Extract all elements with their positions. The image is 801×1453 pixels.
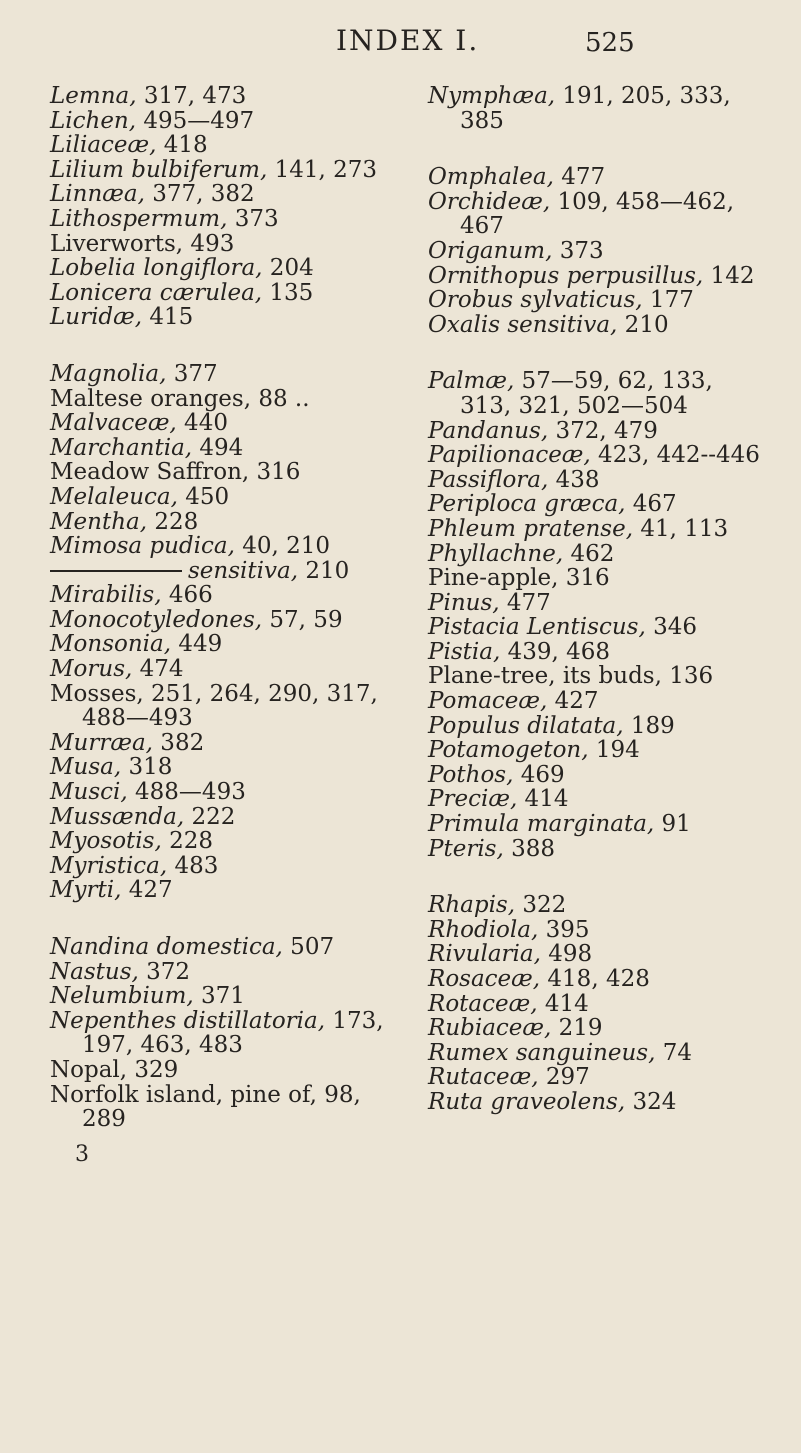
entry-name: Preciæ, bbox=[428, 786, 518, 813]
entry-page-refs: 88 .. bbox=[251, 385, 310, 412]
entry-name: Nandina domestica, bbox=[50, 934, 283, 960]
index-entry bbox=[50, 583, 450, 608]
index-letter-group bbox=[428, 165, 801, 337]
entry-name: Oxalis sensitiva, bbox=[428, 311, 618, 338]
entry-name: Lithospermum, bbox=[50, 205, 228, 232]
index-entry bbox=[50, 854, 450, 879]
index-entry bbox=[50, 780, 450, 805]
signature-mark: 3 bbox=[75, 1142, 89, 1167]
entry-page-refs: 477 bbox=[553, 164, 606, 191]
entry-page-refs: 324 bbox=[625, 1088, 677, 1115]
index-entry-continuation bbox=[428, 394, 801, 419]
entry-page-refs: 494 bbox=[192, 434, 244, 461]
entry-page-refs: 415 bbox=[142, 304, 194, 331]
entry-name: Malvaceæ, bbox=[50, 410, 177, 437]
entry-page-refs: 440 bbox=[176, 410, 228, 437]
index-entry bbox=[428, 738, 801, 763]
entry-page-refs: 395 bbox=[538, 916, 590, 943]
index-entry bbox=[428, 837, 801, 862]
index-entry bbox=[50, 657, 450, 682]
entry-name: Maltese oranges, bbox=[50, 385, 252, 412]
entry-page-refs: 427 bbox=[547, 688, 599, 715]
entry-page-refs: 388 bbox=[503, 835, 556, 862]
entry-name: sensitiva, bbox=[188, 557, 299, 584]
entry-page-refs: 297 bbox=[538, 1064, 590, 1091]
index-entry bbox=[428, 640, 801, 665]
entry-name: Rivularia, bbox=[428, 941, 541, 968]
entry-page-refs: 40, 210 bbox=[234, 533, 331, 560]
index-letter-group bbox=[50, 362, 450, 903]
index-letter-group bbox=[428, 893, 801, 1114]
entry-name: Liverworts, bbox=[50, 230, 184, 257]
entry-page-refs: 41, 113 bbox=[633, 515, 729, 542]
index-entry bbox=[50, 559, 450, 584]
entry-page-refs: 109, 458—462, bbox=[550, 188, 735, 215]
index-letter-group bbox=[50, 935, 450, 1132]
entry-name: Myosotis, bbox=[50, 828, 162, 855]
entry-page-refs: 483 bbox=[167, 852, 219, 879]
entry-name: Mimosa pudica, bbox=[50, 533, 235, 560]
entry-page-refs: 427 bbox=[121, 877, 173, 904]
index-letter-group bbox=[428, 369, 801, 861]
entry-name: Ruta graveolens, bbox=[428, 1088, 626, 1115]
entry-name: Nopal, bbox=[50, 1056, 128, 1083]
entry-name: Mentha, bbox=[50, 508, 148, 535]
entry-page-refs: 322 bbox=[515, 892, 567, 919]
index-entry bbox=[428, 190, 801, 215]
page-header bbox=[0, 18, 801, 66]
index-entry bbox=[50, 984, 450, 1009]
entry-name: Luridæ, bbox=[50, 304, 143, 331]
entry-name: Rhodiola, bbox=[428, 916, 539, 943]
index-entry bbox=[428, 992, 801, 1017]
entry-name: Primula marginata, bbox=[428, 811, 655, 838]
index-letter-group bbox=[50, 84, 450, 330]
index-entry bbox=[428, 967, 801, 992]
index-entry bbox=[50, 207, 450, 232]
index-entry bbox=[50, 632, 450, 657]
entry-page-refs: 173, bbox=[325, 1007, 384, 1034]
entry-name: Melaleuca, bbox=[50, 483, 178, 510]
entry-page-refs: 377 bbox=[166, 360, 218, 387]
entry-page-refs: 210 bbox=[298, 557, 350, 584]
index-entry bbox=[50, 878, 450, 903]
entry-page-refs: 313, 321, 502—504 bbox=[460, 392, 688, 419]
entry-page-refs: 372 bbox=[138, 958, 191, 985]
right-index-column bbox=[428, 84, 801, 1147]
entry-name: Pistacia Lentiscus, bbox=[428, 614, 646, 641]
entry-page-refs: 135 bbox=[262, 279, 314, 306]
entry-name: Nastus, bbox=[50, 958, 139, 985]
entry-name: Orobus sylvaticus, bbox=[428, 287, 643, 314]
entry-page-refs: 423, 442--446 bbox=[590, 442, 760, 469]
entry-page-refs: 228 bbox=[161, 828, 213, 855]
entry-page-refs: 329 bbox=[127, 1056, 179, 1083]
index-entry bbox=[428, 369, 801, 394]
entry-page-refs: 382 bbox=[153, 729, 205, 756]
entry-page-refs: 371 bbox=[193, 983, 245, 1010]
entry-page-refs: 377, 382 bbox=[144, 181, 255, 208]
entry-name: Monocotyledones, bbox=[50, 606, 263, 633]
entry-name: Musci, bbox=[50, 779, 128, 806]
index-entry bbox=[428, 1016, 801, 1041]
index-entry bbox=[428, 468, 801, 493]
index-entry bbox=[50, 133, 450, 158]
index-entry-continuation bbox=[428, 109, 801, 134]
entry-page-refs: 210 bbox=[617, 311, 669, 338]
entry-name: Rosaceæ, bbox=[428, 966, 541, 992]
index-entry bbox=[50, 485, 450, 510]
index-entry bbox=[428, 288, 801, 313]
entry-page-refs: 467 bbox=[460, 213, 504, 240]
entry-page-refs: 385 bbox=[460, 107, 504, 134]
entry-page-refs: 450 bbox=[177, 483, 230, 510]
index-entry-continuation bbox=[50, 1107, 450, 1132]
ditto-dash bbox=[50, 570, 182, 572]
entry-page-refs: 373 bbox=[227, 205, 279, 232]
entry-page-refs: 466 bbox=[161, 582, 213, 609]
index-entry bbox=[50, 935, 450, 960]
entry-page-refs: 474 bbox=[132, 656, 184, 683]
entry-name: Pothos, bbox=[428, 761, 514, 788]
entry-name: Lilium bulbiferum, bbox=[50, 156, 268, 183]
index-entry bbox=[428, 942, 801, 967]
index-entry bbox=[50, 281, 450, 306]
entry-page-refs: 346 bbox=[645, 614, 697, 641]
entry-page-refs: 219 bbox=[551, 1015, 603, 1042]
index-entry bbox=[428, 689, 801, 714]
entry-page-refs: 438 bbox=[548, 466, 600, 493]
entry-page-refs: 204 bbox=[262, 255, 314, 282]
entry-page-refs: 418 bbox=[156, 132, 208, 159]
index-entry bbox=[50, 158, 450, 183]
entry-page-refs: 493 bbox=[183, 230, 235, 257]
entry-name: Pandanus, bbox=[428, 417, 549, 444]
entry-page-refs: 289 bbox=[82, 1106, 126, 1133]
entry-page-refs: 373 bbox=[552, 237, 604, 264]
entry-page-refs: 488—493 bbox=[82, 705, 193, 732]
entry-page-refs: 414 bbox=[537, 990, 589, 1017]
entry-name: Nepenthes distillatoria, bbox=[50, 1007, 326, 1034]
entry-page-refs: 222 bbox=[184, 803, 236, 830]
index-entry bbox=[50, 534, 450, 559]
index-entry bbox=[428, 566, 801, 591]
entry-name: Origanum, bbox=[428, 237, 553, 264]
index-entry bbox=[50, 805, 450, 830]
entry-page-refs: 142 bbox=[703, 262, 755, 289]
entry-page-refs: 488—493 bbox=[127, 779, 246, 806]
entry-name: Meadow Saffron, bbox=[50, 459, 250, 486]
index-entry bbox=[428, 615, 801, 640]
entry-page-refs: 318 bbox=[121, 754, 173, 781]
entry-page-refs: 495—497 bbox=[136, 107, 255, 134]
index-entry bbox=[428, 812, 801, 837]
index-entry-continuation bbox=[50, 1033, 450, 1058]
entry-page-refs: 98, bbox=[316, 1081, 361, 1108]
index-entry bbox=[428, 84, 801, 109]
index-entry bbox=[50, 1058, 450, 1083]
entry-name: Musa, bbox=[50, 754, 122, 781]
index-entry bbox=[50, 460, 450, 485]
index-entry bbox=[50, 84, 450, 109]
entry-name: Nymphæa, bbox=[428, 83, 556, 109]
entry-page-refs: 498 bbox=[540, 941, 593, 968]
index-entry bbox=[50, 960, 450, 985]
index-entry bbox=[50, 829, 450, 854]
index-entry bbox=[428, 517, 801, 542]
entry-page-refs: 467 bbox=[625, 491, 677, 518]
entry-name: Mussænda, bbox=[50, 803, 185, 830]
index-entry bbox=[50, 232, 450, 257]
entry-name: Phyllachne, bbox=[428, 540, 564, 567]
entry-page-refs: 462 bbox=[563, 540, 615, 567]
entry-name: Myrti, bbox=[50, 877, 122, 904]
index-entry bbox=[428, 542, 801, 567]
index-entry bbox=[50, 755, 450, 780]
entry-page-refs: 57, 59 bbox=[262, 606, 343, 633]
entry-name: Lemna, bbox=[50, 83, 137, 109]
index-entry bbox=[50, 436, 450, 461]
entry-name: Rutaceæ, bbox=[428, 1064, 539, 1091]
entry-name: Orchideæ, bbox=[428, 188, 551, 215]
entry-page-refs: 194 bbox=[588, 737, 640, 764]
entry-page-refs: 469 bbox=[513, 761, 565, 788]
entry-page-refs: 418, 428 bbox=[540, 966, 650, 992]
index-entry bbox=[50, 256, 450, 281]
entry-name: Phleum pratense, bbox=[428, 515, 634, 542]
index-entry bbox=[428, 664, 801, 689]
index-entry bbox=[428, 763, 801, 788]
entry-page-refs: 57—59, 62, 133, bbox=[514, 368, 713, 395]
index-entry bbox=[428, 787, 801, 812]
index-entry bbox=[428, 1041, 801, 1066]
entry-name: Plane-tree, its buds, bbox=[428, 663, 662, 690]
entry-name: Lichen, bbox=[50, 107, 137, 134]
entry-page-refs: 317, 473 bbox=[136, 83, 247, 109]
entry-page-refs: 316 bbox=[558, 565, 610, 592]
entry-name: Pomaceæ, bbox=[428, 688, 548, 715]
entry-name: Marchantia, bbox=[50, 434, 193, 461]
entry-name: Rubiaceæ, bbox=[428, 1015, 552, 1042]
entry-page-refs: 439, 468 bbox=[500, 638, 610, 665]
entry-page-refs: 177 bbox=[642, 287, 694, 314]
index-entry bbox=[428, 264, 801, 289]
entry-name: Pistia, bbox=[428, 638, 501, 665]
entry-name: Monsonia, bbox=[50, 631, 172, 658]
entry-page-refs: 414 bbox=[517, 786, 569, 813]
index-entry bbox=[50, 182, 450, 207]
page-number: 525 bbox=[585, 28, 635, 58]
entry-page-refs: 251, 264, 290, 317, bbox=[143, 680, 378, 707]
left-index-column bbox=[50, 84, 450, 1164]
entry-name: Passiflora, bbox=[428, 466, 549, 493]
index-entry bbox=[50, 608, 450, 633]
entry-page-refs: 91 bbox=[654, 811, 691, 838]
entry-name: Mosses, bbox=[50, 680, 144, 707]
index-entry bbox=[428, 714, 801, 739]
entry-name: Palmæ, bbox=[428, 368, 515, 395]
entry-name: Linnæa, bbox=[50, 181, 145, 208]
entry-page-refs: 477 bbox=[499, 589, 551, 616]
index-entry bbox=[428, 419, 801, 444]
page-title: INDEX I. bbox=[336, 24, 480, 57]
index-entry bbox=[50, 510, 450, 535]
entry-page-refs: 372, 479 bbox=[548, 417, 658, 444]
index-entry bbox=[428, 443, 801, 468]
entry-name: Lonicera cærulea, bbox=[50, 279, 263, 306]
entry-page-refs: 316 bbox=[249, 459, 301, 486]
entry-name: Pine-apple, bbox=[428, 565, 559, 592]
entry-name: Periploca græca, bbox=[428, 491, 626, 518]
entry-name: Mirabilis, bbox=[50, 582, 162, 609]
index-entry bbox=[50, 109, 450, 134]
index-entry bbox=[428, 1065, 801, 1090]
entry-page-refs: 191, 205, 333, bbox=[555, 83, 731, 109]
entry-name: Pinus, bbox=[428, 589, 500, 616]
index-entry bbox=[428, 492, 801, 517]
index-entry bbox=[50, 362, 450, 387]
entry-page-refs: 189 bbox=[623, 712, 675, 739]
entry-name: Papilionaceæ, bbox=[428, 442, 591, 469]
index-entry bbox=[428, 918, 801, 943]
entry-name: Murræa, bbox=[50, 729, 153, 756]
entry-name: Rumex sanguineus, bbox=[428, 1039, 656, 1066]
index-entry bbox=[428, 239, 801, 264]
index-entry bbox=[50, 1083, 450, 1108]
index-entry bbox=[50, 1009, 450, 1034]
entry-name: Lobelia longiflora, bbox=[50, 255, 263, 282]
entry-name: Nelumbium, bbox=[50, 983, 194, 1010]
entry-name: Omphalea, bbox=[428, 164, 554, 191]
index-entry bbox=[428, 165, 801, 190]
entry-page-refs: 507 bbox=[282, 934, 335, 960]
index-entry bbox=[50, 305, 450, 330]
entry-name: Magnolia, bbox=[50, 360, 167, 387]
entry-name: Myristica, bbox=[50, 852, 168, 879]
entry-page-refs: 449 bbox=[171, 631, 223, 658]
index-entry bbox=[428, 893, 801, 918]
entry-name: Pteris, bbox=[428, 835, 504, 862]
entry-page-refs: 136 bbox=[661, 663, 714, 690]
index-entry bbox=[50, 411, 450, 436]
entry-name: Ornithopus perpusillus, bbox=[428, 262, 704, 289]
index-entry bbox=[50, 731, 450, 756]
entry-name: Liliaceæ, bbox=[50, 132, 157, 159]
entry-name: Rotaceæ, bbox=[428, 990, 538, 1017]
entry-page-refs: 197, 463, 483 bbox=[82, 1032, 243, 1059]
entry-page-refs: 141, 273 bbox=[267, 156, 378, 183]
entry-name: Potamogeton, bbox=[428, 737, 589, 764]
index-entry-continuation bbox=[50, 706, 450, 731]
index-entry bbox=[50, 387, 450, 412]
entry-name: Norfolk island, pine of, bbox=[50, 1081, 317, 1108]
entry-page-refs: 74 bbox=[655, 1039, 692, 1066]
entry-name: Morus, bbox=[50, 656, 133, 683]
entry-name: Rhapis, bbox=[428, 892, 516, 919]
index-entry bbox=[428, 1090, 801, 1115]
index-entry bbox=[50, 682, 450, 707]
index-entry bbox=[428, 313, 801, 338]
index-entry bbox=[428, 591, 801, 616]
index-entry-continuation bbox=[428, 214, 801, 239]
index-letter-group bbox=[428, 84, 801, 133]
entry-name: Populus dilatata, bbox=[428, 712, 624, 739]
entry-page-refs: 228 bbox=[147, 508, 199, 535]
